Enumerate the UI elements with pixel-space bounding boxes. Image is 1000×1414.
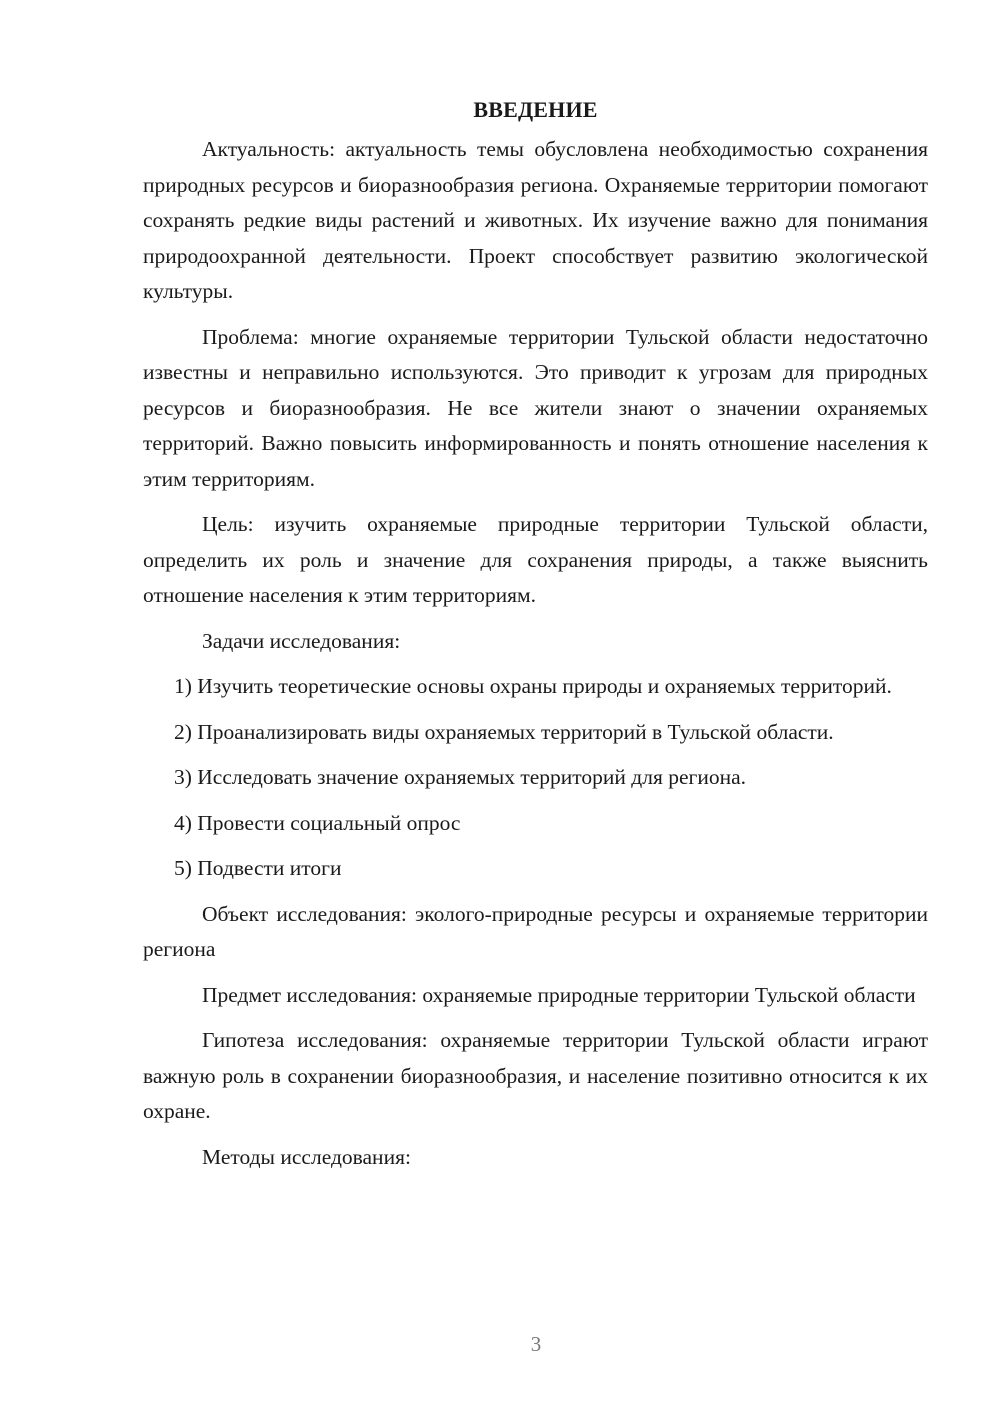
document-page — [143, 92, 928, 1185]
paragraph-subject: Предмет исследования: охраняемые природные территории Тульской области — [202, 982, 916, 1007]
methods-heading: Методы исследования: — [202, 1144, 411, 1169]
task-item-1: 1) Изучить теоретические основы охраны природы и охраняемых территорий. — [174, 674, 892, 698]
paragraph-relevance: Актуальность: актуальность темы обусловлена необходимостью сохранения природных ресурсов и биоразнообразия региона. Охраняемые территории помогают сохранять редкие виды растений и животных. Их изучение важно для понимания природоохранной деятельности. Проект способствует развитию экологической культуры. — [143, 137, 928, 303]
paragraph-problem: Проблема: многие охраняемые территории Тульской области недостаточно известны и неправильно используются. Это приводит к угрозам для природных ресурсов и биоразнообразия. Не все жители знают о значении охраняемых территорий. Важно повысить информированность и понять отношение населения к этим территориям. — [143, 324, 928, 491]
paragraph-object: Объект исследования: эколого-природные ресурсы и охраняемые территории региона — [143, 901, 928, 961]
tasks-heading: Задачи исследования: — [202, 628, 401, 653]
task-item-2: 2) Проанализировать виды охраняемых территорий в Тульской области. — [174, 719, 834, 744]
task-item-5: 5) Подвести итоги — [174, 856, 342, 880]
paragraph-goal: Цель: изучить охраняемые природные территории Тульской области, определить их роль и значение для сохранения природы, а также выяснить отношение населения к этим территориям. — [143, 512, 928, 607]
task-item-3: 3) Исследовать значение охраняемых территорий для региона. — [174, 765, 747, 789]
page-title: ВВЕДЕНИЕ — [473, 97, 598, 122]
page-number: 3 — [530, 1332, 542, 1356]
task-item-4: 4) Провести социальный опрос — [174, 810, 461, 835]
paragraph-hypothesis: Гипотеза исследования: охраняемые территории Тульской области играют важную роль в сохранении биоразнообразия, и население позитивно относится к их охране. — [143, 1028, 928, 1123]
